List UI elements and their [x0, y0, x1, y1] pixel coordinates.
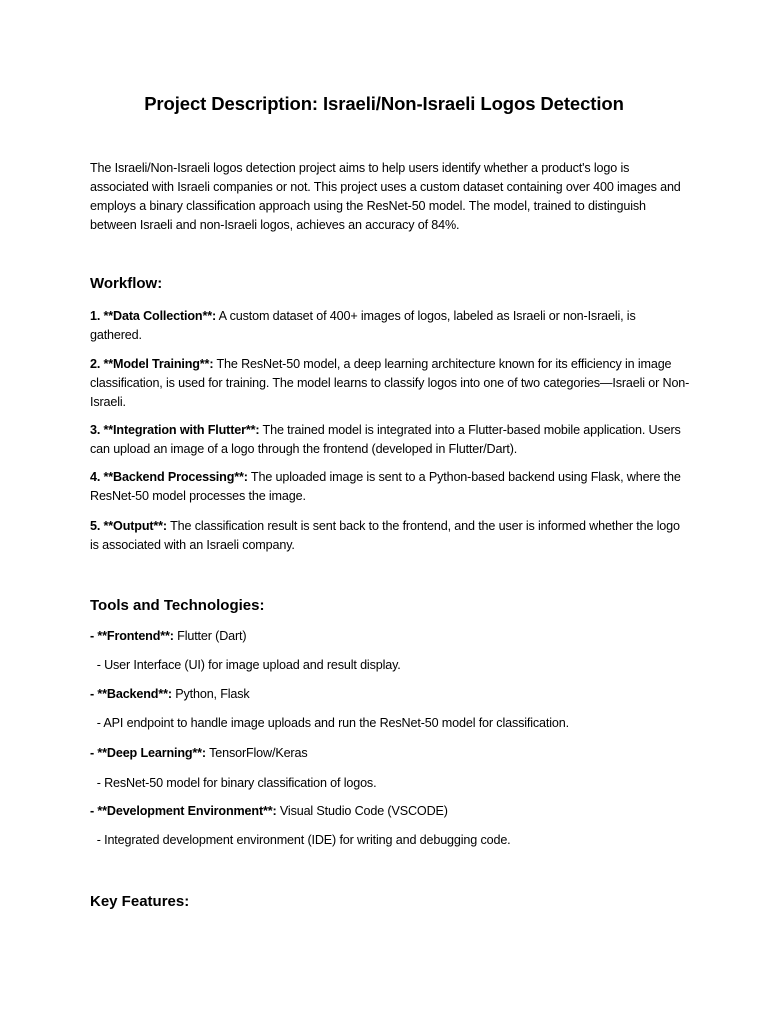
tool-text: Visual Studio Code (VSCODE)	[276, 804, 448, 818]
tools-heading: Tools and Technologies:	[90, 597, 265, 614]
step-text: The trained model is integrated into a Flutter-based mobile application. Users can upload an image of a logo through the frontend (developed in Flutter/Dart).	[90, 423, 681, 456]
workflow-step	[90, 468, 690, 506]
tool-subitem: - ResNet-50 model for binary classification of logos.	[90, 776, 377, 790]
step-text: A custom dataset of 400+ images of logos, labeled as Israeli or non-Israeli, is gathered.	[90, 309, 636, 342]
step-label: 3. **Integration with Flutter**:	[90, 423, 260, 437]
page-title: Project Description: Israeli/Non-Israeli Logos Detection	[144, 93, 624, 114]
tool-item	[90, 744, 690, 763]
tool-label: - **Frontend**:	[90, 629, 174, 643]
step-label: 4. **Backend Processing**:	[90, 470, 248, 484]
step-label: 1. **Data Collection**:	[90, 309, 217, 323]
tool-item	[90, 802, 690, 821]
tool-label: - **Deep Learning**:	[90, 746, 206, 760]
tool-subitem: - Integrated development environment (IDE) for writing and debugging code.	[90, 833, 511, 847]
workflow-heading: Workflow:	[90, 275, 163, 292]
intro-paragraph: The Israeli/Non-Israeli logos detection project aims to help users identify whether a product's logo is associated with Israeli companies or not. This project uses a custom dataset containing over 400 images and employs a binary classification approach using the ResNet-50 model. The model, trained to distinguish between Israeli and non-Israeli logos, achieves an accuracy of 84%.	[90, 161, 681, 232]
workflow-step	[90, 355, 690, 412]
step-text: The uploaded image is sent to a Python-based backend using Flask, where the ResNet-50 model processes the image.	[90, 470, 681, 503]
workflow-step	[90, 421, 690, 459]
workflow-step	[90, 517, 690, 555]
tool-subitem: - API endpoint to handle image uploads and run the ResNet-50 model for classification.	[90, 716, 569, 730]
tool-label: - **Backend**:	[90, 687, 172, 701]
tool-item	[90, 627, 690, 646]
features-heading: Key Features:	[90, 893, 190, 910]
tool-text: Python, Flask	[171, 687, 250, 701]
step-text: The classification result is sent back to the frontend, and the user is informed whether the logo is associated with an Israeli company.	[90, 519, 680, 552]
tool-label: - **Development Environment**:	[90, 804, 277, 818]
step-label: 5. **Output**:	[90, 519, 167, 533]
workflow-step	[90, 307, 690, 345]
tool-text: TensorFlow/Keras	[205, 746, 308, 760]
step-label: 2. **Model Training**:	[90, 357, 214, 371]
step-text: The ResNet-50 model, a deep learning architecture known for its efficiency in image classification, is used for training. The model learns to classify logos into one of two categories—Israeli or Non-Israeli.	[90, 357, 690, 409]
tool-item	[90, 685, 690, 704]
tool-text: Flutter (Dart)	[173, 629, 247, 643]
tool-subitem: - User Interface (UI) for image upload and result display.	[90, 658, 401, 672]
